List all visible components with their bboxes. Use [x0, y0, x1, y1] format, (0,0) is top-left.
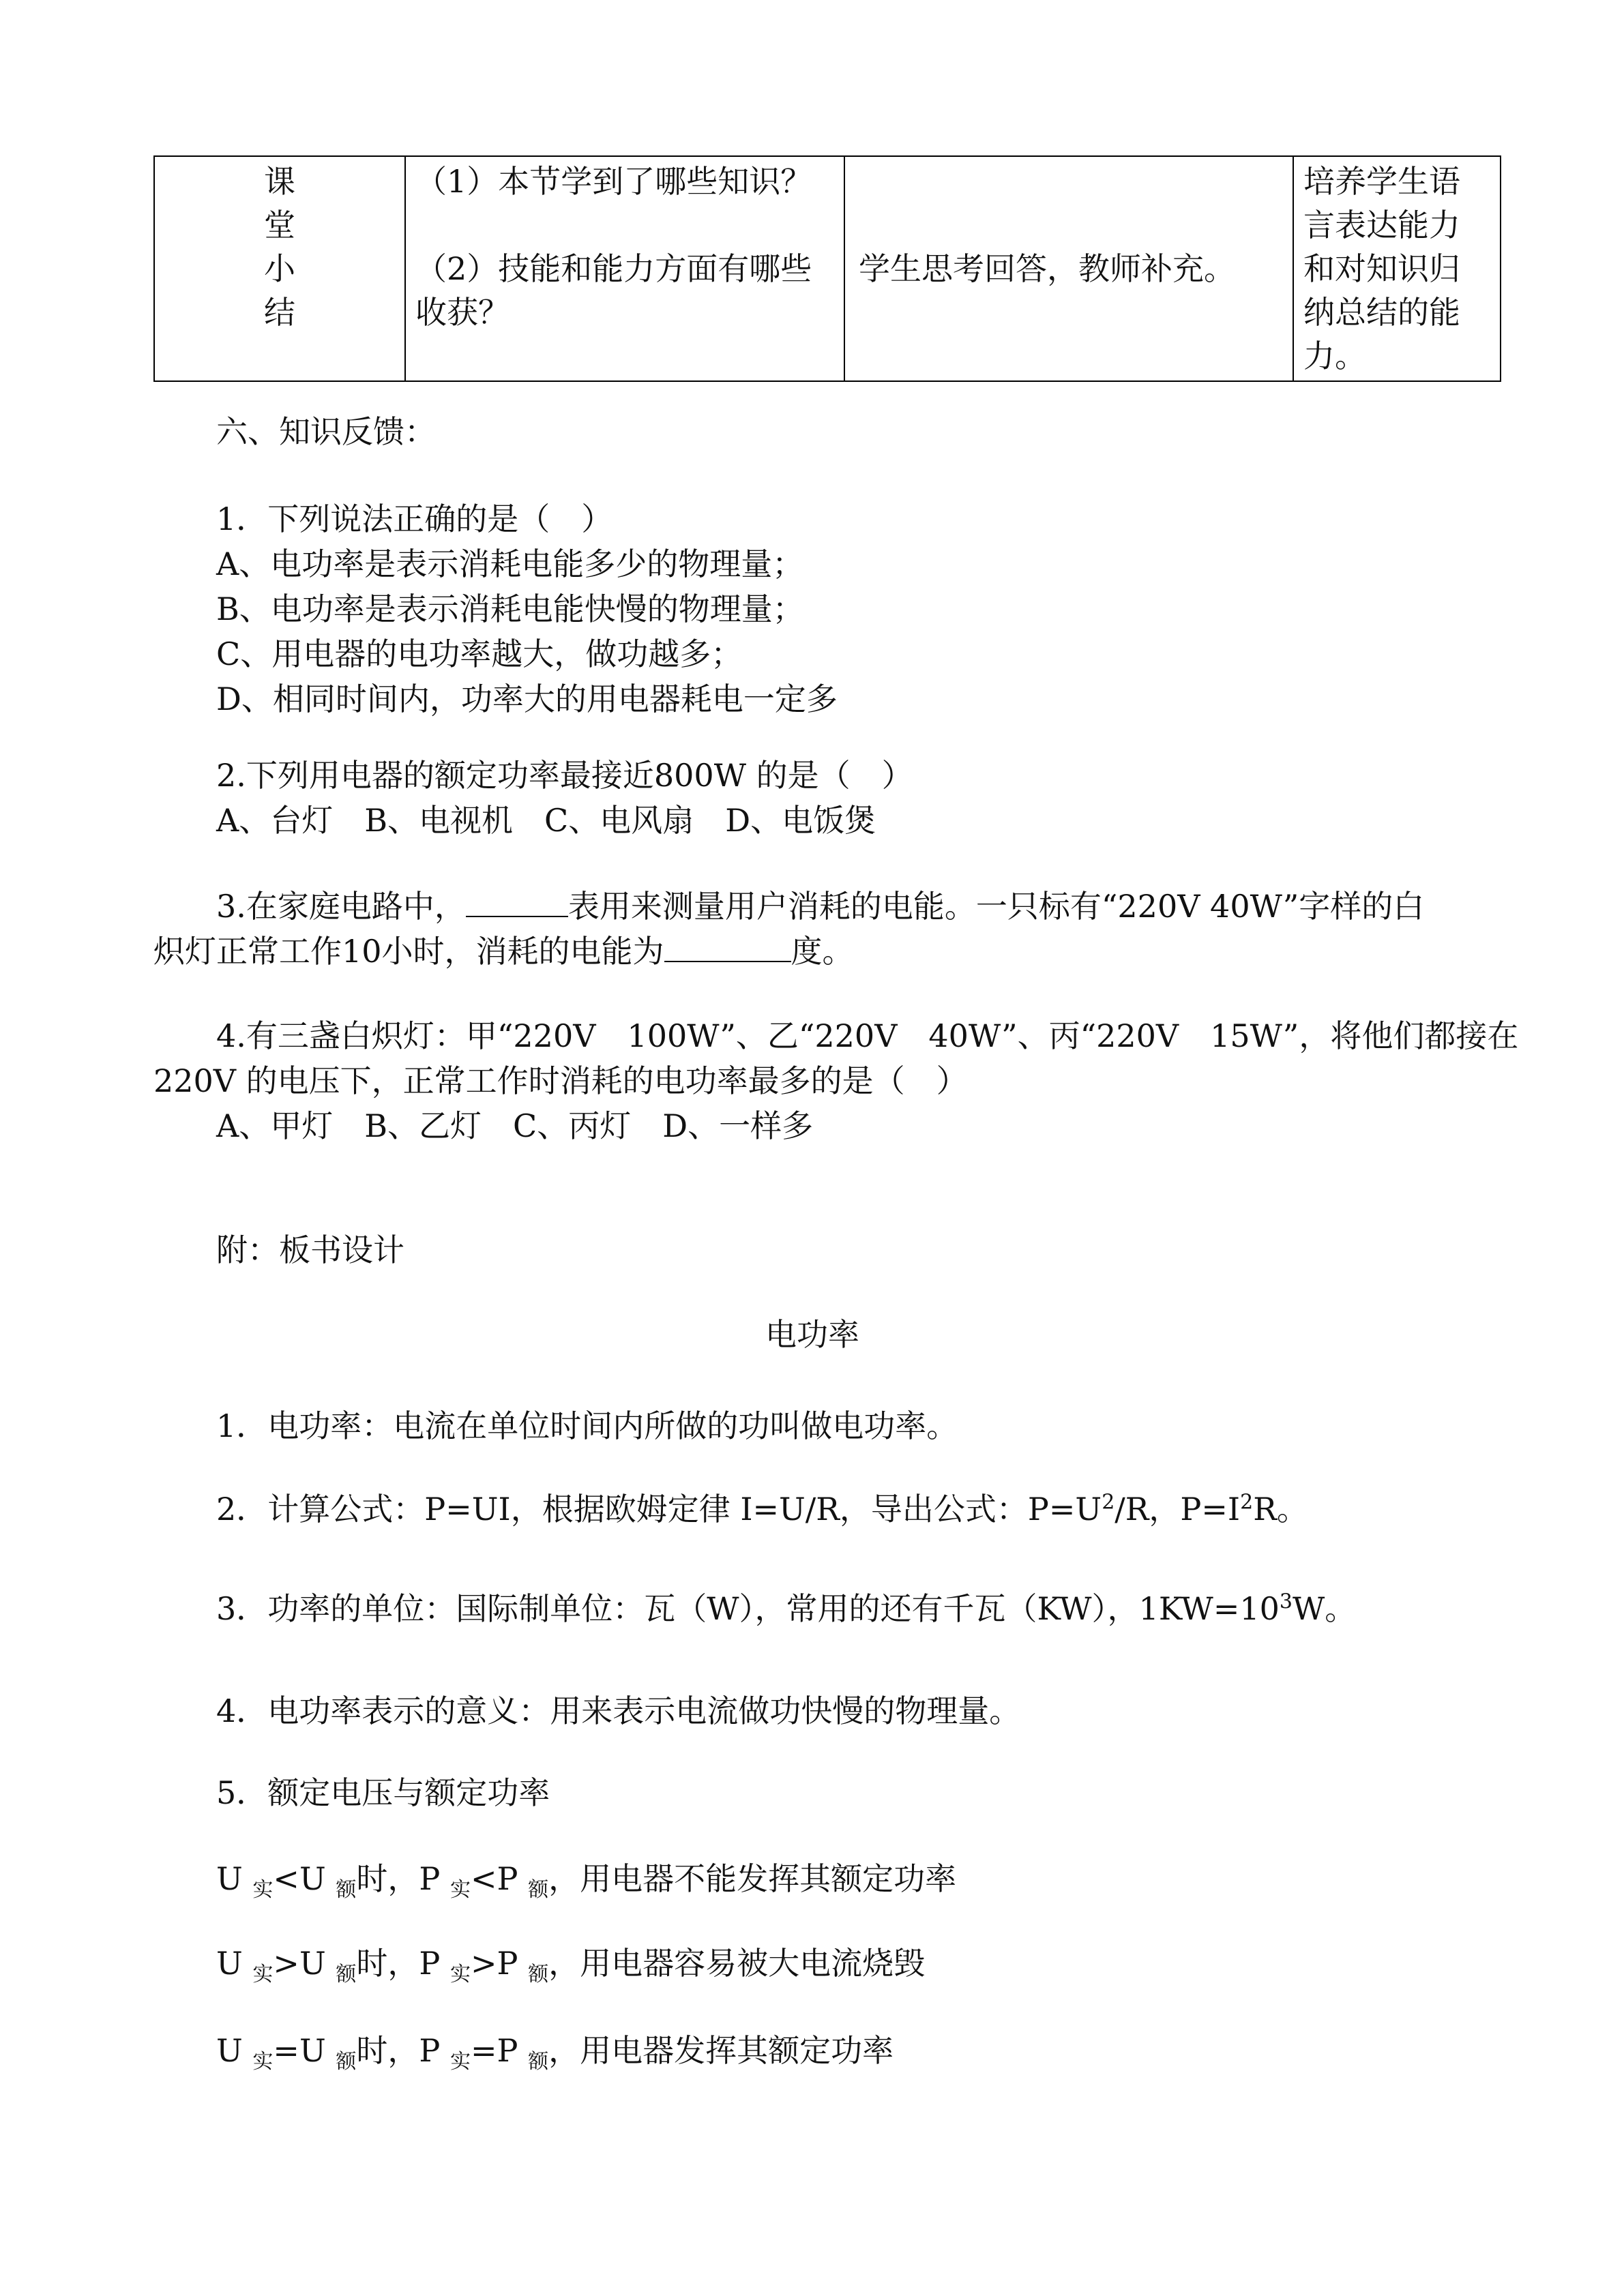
table-row: [154, 156, 1501, 381]
rule-text: U: [216, 1945, 243, 1982]
question-2-options: A、台灯 B、电视机 C、电风扇 D、电饭煲: [216, 802, 876, 839]
label-char: 堂: [264, 207, 295, 243]
subscript: 实: [252, 2050, 274, 2074]
rule-text: U: [216, 2032, 243, 2069]
question-1-option-c: C、用电器的电功率越大，做功越多；: [216, 636, 743, 672]
feedback-heading-block: [153, 409, 1471, 454]
feedback-heading: 六、知识反馈：: [216, 413, 436, 450]
board-item-2: [153, 1487, 1471, 1532]
rule-line: [153, 1856, 1471, 1906]
superscript: 2: [1102, 1490, 1115, 1515]
question-2: [153, 753, 1471, 843]
summary-goal-cell: 培养学生语言表达能力和对知识归纳总结的能力。: [1293, 156, 1501, 381]
rule-text: ，用电器发挥其额定功率: [548, 2032, 894, 2069]
question-1: [153, 496, 1471, 721]
rule-text: P: [497, 1860, 518, 1897]
rule-text: U: [299, 1945, 326, 1982]
rule-text: U: [299, 2032, 326, 2069]
summary-label-cell: [154, 156, 405, 381]
question-3: [153, 884, 1471, 974]
rule-text: U: [216, 1860, 243, 1897]
question-2-stem: 2.下列用电器的额定功率最接近800W 的是（ ）: [216, 757, 913, 794]
subscript: 实: [252, 1878, 274, 1902]
question-3-line-2: [153, 929, 1471, 974]
question-1-stem: 1．下列说法正确的是（ ）: [216, 501, 613, 537]
question-1-option-b: B、电功率是表示消耗电能快慢的物理量；: [216, 591, 804, 627]
question-3-line-1: [153, 884, 1471, 929]
question-4-line-2: 220V 的电压下，正常工作时消耗的电功率最多的是（ ）: [153, 1062, 968, 1099]
board-rule-1: [153, 1856, 1471, 1906]
board-item-3: [153, 1586, 1471, 1631]
class-summary-table: [153, 155, 1501, 382]
question-3-part-4: 度。: [791, 933, 854, 970]
rule-text: 时，P: [356, 1860, 441, 1897]
formula-part: 3．功率的单位：国际制单位：瓦（W），常用的还有千瓦（KW），1KW=10: [216, 1590, 1280, 1627]
subscript: 额: [528, 1878, 549, 1902]
rule-text: P: [497, 1945, 518, 1982]
summary-question-1: （1）本节学到了哪些知识？: [415, 163, 812, 200]
board-item-1: [153, 1403, 1471, 1448]
board-heading-block: [153, 1227, 1471, 1272]
subscript: 额: [528, 2050, 549, 2074]
subscript: 额: [336, 1963, 357, 1986]
summary-questions-cell: [405, 156, 844, 381]
subscript: 实: [449, 2050, 471, 2074]
summary-label: [164, 160, 395, 334]
board-rule-3: [153, 2028, 1471, 2078]
subscript: 实: [449, 1878, 471, 1902]
board-item-5-text: 5．额定电压与额定功率: [216, 1774, 550, 1811]
rule-operator: >: [273, 1945, 299, 1982]
rule-text: ，用电器容易被大电流烧毁: [548, 1945, 926, 1982]
rule-operator: <: [470, 1860, 497, 1897]
superscript: 2: [1240, 1490, 1254, 1515]
rule-line: [153, 2028, 1471, 2078]
answer-blank[interactable]: [466, 884, 568, 917]
rule-line: [153, 1941, 1471, 1991]
subscript: 额: [336, 1878, 357, 1902]
rule-operator: =: [273, 2032, 299, 2069]
question-1-option-a: A、电功率是表示消耗电能多少的物理量；: [216, 546, 804, 582]
rule-operator: >: [470, 1945, 497, 1982]
rule-operator: <: [273, 1860, 299, 1897]
question-3-part-2: 表用来测量用户消耗的电能。一只标有“220V 40W”字样的白: [567, 888, 1425, 925]
board-item-2-text: [153, 1487, 1471, 1532]
question-3-part-1: 3.在家庭电路中，: [216, 888, 466, 925]
rule-text: 时，P: [356, 2032, 441, 2069]
rule-text: ，用电器不能发挥其额定功率: [548, 1860, 957, 1897]
subscript: 实: [449, 1963, 471, 1986]
label-char: 课: [264, 163, 295, 200]
label-char: 小: [264, 250, 295, 287]
formula-part: W。: [1293, 1590, 1357, 1627]
summary-activity-cell: 学生思考回答，教师补充。: [844, 156, 1293, 381]
rule-text: 时，P: [356, 1945, 441, 1982]
rule-text: U: [299, 1860, 326, 1897]
board-item-5: [153, 1770, 1471, 1815]
board-rule-2: [153, 1941, 1471, 1991]
formula-part: R。: [1253, 1491, 1308, 1527]
board-title: 电功率: [765, 1316, 859, 1353]
subscript: 额: [528, 1963, 549, 1986]
superscript: 3: [1279, 1590, 1293, 1614]
answer-blank[interactable]: [664, 929, 791, 962]
question-4: [153, 1013, 1519, 1148]
board-item-1-text: 1．电功率：电流在单位时间内所做的功叫做电功率。: [216, 1407, 958, 1444]
board-item-4-text: 4．电功率表示的意义：用来表示电流做功快慢的物理量。: [216, 1693, 1021, 1729]
board-title-block: [153, 1312, 1471, 1357]
question-4-line-1: 4.有三盏白炽灯：甲“220V 100W”、乙“220V 40W”、丙“220V 15W”，将他们都接在: [216, 1017, 1519, 1054]
question-4-options: A、甲灯 B、乙灯 C、丙灯 D、一样多: [216, 1107, 814, 1144]
subscript: 额: [336, 2050, 357, 2074]
board-item-4: [153, 1688, 1471, 1733]
spacer: [415, 203, 834, 247]
formula-part: 2．计算公式：P=UI，根据欧姆定律 I=U/R，导出公式：P=U: [216, 1491, 1102, 1527]
formula-part: /R，P=I: [1114, 1491, 1241, 1527]
board-heading: 附：板书设计: [216, 1232, 404, 1268]
question-3-part-3: 炽灯正常工作10小时，消耗的电能为: [153, 933, 664, 970]
label-char: 结: [264, 294, 295, 331]
subscript: 实: [252, 1963, 274, 1986]
board-item-3-text: [153, 1586, 1471, 1631]
question-1-option-d: D、相同时间内，功率大的用电器耗电一定多: [216, 681, 838, 717]
rule-text: P: [497, 2032, 518, 2069]
summary-question-2: （2）技能和能力方面有哪些收获？: [415, 250, 812, 331]
rule-operator: =: [470, 2032, 497, 2069]
